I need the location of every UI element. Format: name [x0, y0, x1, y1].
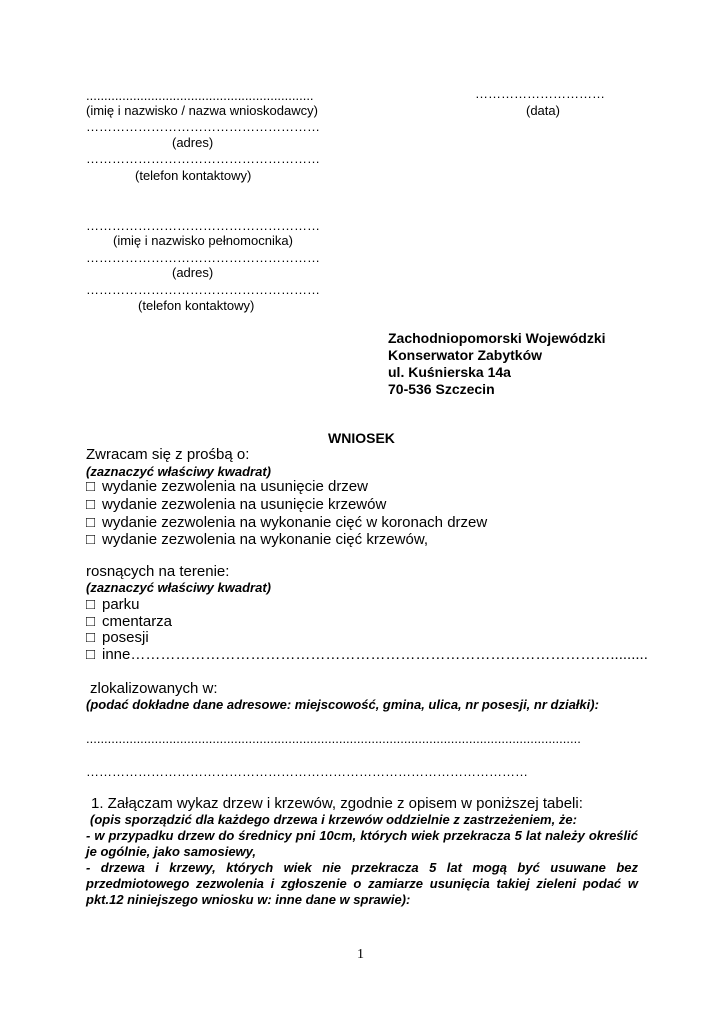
- terrain-intro: rosnących na terenie:: [86, 563, 230, 580]
- proxy-address-dots: ………………………………………………: [86, 250, 320, 265]
- recipient-line-4: 70-536 Szczecin: [388, 381, 495, 397]
- recipient-line-2: Konserwator Zabytków: [388, 347, 543, 363]
- terrain-option-other[interactable]: □ inne…………………………………………………………………………………….........: [86, 646, 648, 663]
- terrain-hint: (zaznaczyć właściwy kwadrat): [86, 580, 271, 595]
- date-dots: …………………………: [475, 86, 605, 101]
- phone-dots: ………………………………………………: [86, 151, 320, 166]
- request-option-shrub-cuts[interactable]: □ wydanie zezwolenia na wykonanie cięć krzewów,: [86, 531, 429, 548]
- date-label: (data): [526, 103, 560, 118]
- address-dots: ………………………………………………: [86, 119, 320, 134]
- location-line-1[interactable]: .........................................................................................................................................: [86, 731, 581, 746]
- page-number: 1: [357, 947, 364, 962]
- proxy-address-label: (adres): [172, 265, 214, 280]
- terrain-option-cemetery[interactable]: □ cmentarza: [86, 613, 173, 630]
- request-option-tree-crowns[interactable]: □ wydanie zezwolenia na wykonanie cięć w koronach drzew: [86, 514, 488, 531]
- phone-label: (telefon kontaktowy): [135, 168, 252, 183]
- address-label: (adres): [172, 135, 214, 150]
- checkbox-icon[interactable]: □: [86, 629, 96, 646]
- request-option-trees[interactable]: □ wydanie zezwolenia na usunięcie drzew: [86, 478, 368, 495]
- recipient-line-1: Zachodniopomorski Wojewódzki: [388, 330, 606, 346]
- terrain-option-property[interactable]: □ posesji: [86, 629, 149, 646]
- proxy-dots: ………………………………………………: [86, 218, 320, 233]
- location-line-2[interactable]: …………………………………………………………………………………………: [86, 764, 528, 779]
- proxy-phone-label: (telefon kontaktowy): [138, 298, 255, 313]
- location-intro: zlokalizowanych w:: [90, 680, 218, 697]
- applicant-dots: ...............................................................: [86, 88, 314, 103]
- checkbox-icon[interactable]: □: [86, 646, 96, 663]
- request-intro: Zwracam się z prośbą o:: [86, 446, 250, 463]
- proxy-phone-dots: ………………………………………………: [86, 282, 320, 297]
- checkbox-icon[interactable]: □: [86, 478, 96, 495]
- attachment-note-3: - drzewa i krzewy, których wiek nie przekracza 5 lat mogą być usuwane bez przedmiotowego zezwolenia i zgłoszenie o zamiarze usunięcia takiej zieleni podać w pkt.12 niniejszego wniosku w: inne dane w sprawie):: [86, 860, 638, 907]
- location-hint: (podać dokładne dane adresowe: miejscowość, gmina, ulica, nr posesji, nr działki):: [86, 697, 599, 712]
- proxy-label: (imię i nazwisko pełnomocnika): [113, 233, 293, 248]
- attachment-note-1: (opis sporządzić dla każdego drzewa i krzewów oddzielnie z zastrzeżeniem, że:: [90, 812, 577, 827]
- checkbox-icon[interactable]: □: [86, 596, 96, 613]
- request-hint: (zaznaczyć właściwy kwadrat): [86, 464, 271, 479]
- attachment-heading: 1. Załączam wykaz drzew i krzewów, zgodnie z opisem w poniższej tabeli:: [91, 795, 583, 812]
- checkbox-icon[interactable]: □: [86, 613, 96, 630]
- checkbox-icon[interactable]: □: [86, 496, 96, 513]
- document-title: WNIOSEK: [328, 430, 395, 446]
- checkbox-icon[interactable]: □: [86, 531, 96, 548]
- request-option-shrubs[interactable]: □ wydanie zezwolenia na usunięcie krzewów: [86, 496, 387, 513]
- checkbox-icon[interactable]: □: [86, 514, 96, 531]
- recipient-line-3: ul. Kuśnierska 14a: [388, 364, 511, 380]
- terrain-option-park[interactable]: □ parku: [86, 596, 140, 613]
- applicant-label: (imię i nazwisko / nazwa wnioskodawcy): [86, 103, 318, 118]
- attachment-note-2: - w przypadku drzew do średnicy pni 10cm, których wiek przekracza 5 lat należy określić je ogólnie, jako samosiewy,: [86, 828, 638, 859]
